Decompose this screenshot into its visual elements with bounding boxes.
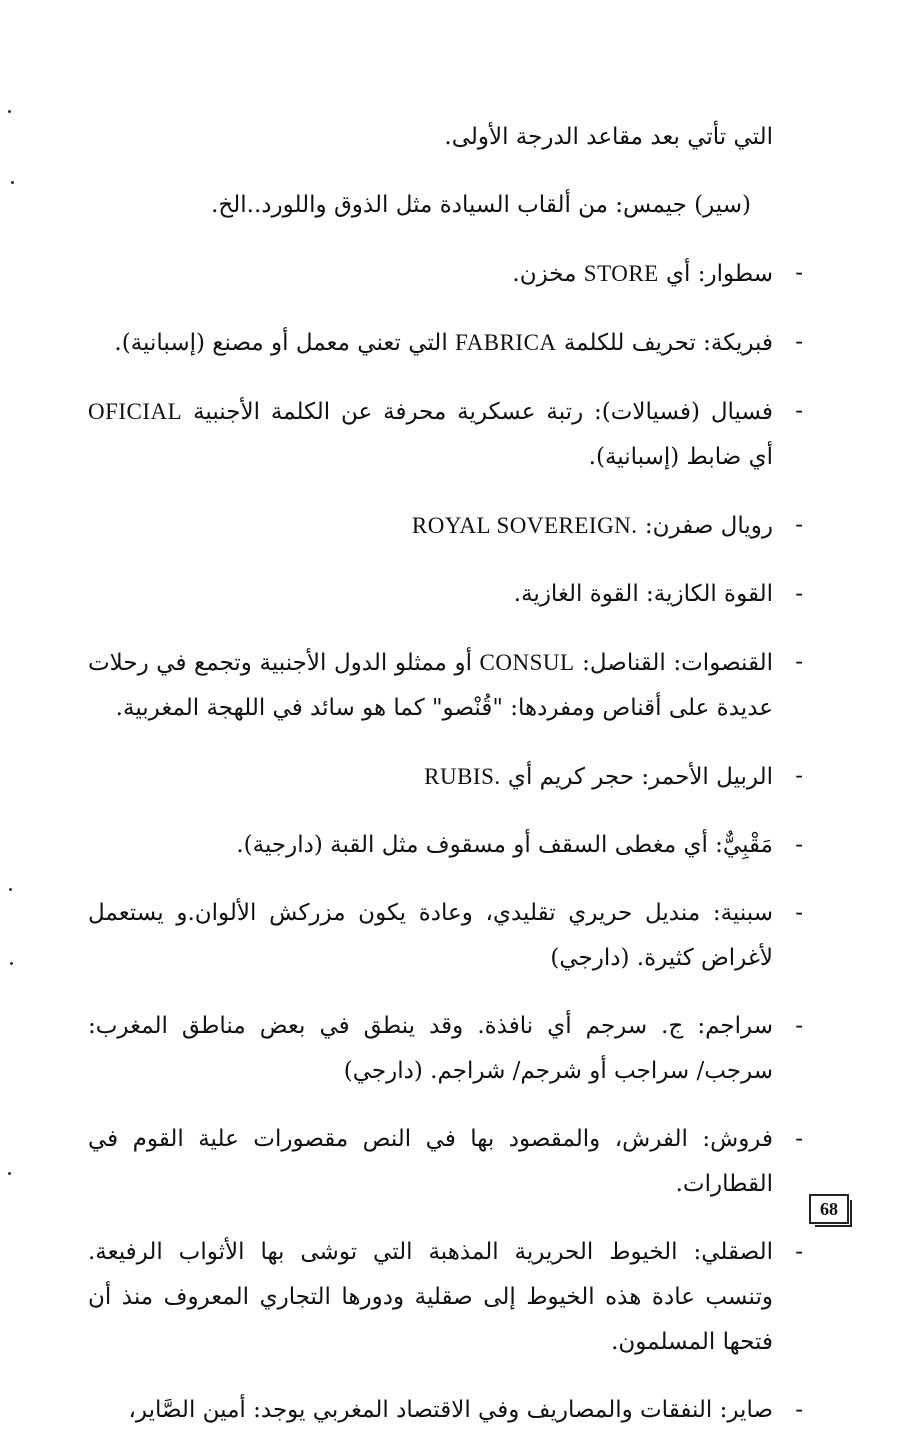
entry-14: - صاير: النفقات والمصاريف وفي الاقتصاد المغربي يوجد: أمين الصَّاير، (88, 1388, 773, 1433)
bullet-dash: - (795, 581, 803, 607)
scan-speck (8, 1172, 11, 1175)
bullet-dash: - (795, 1397, 803, 1423)
scan-speck (11, 181, 14, 184)
entry-13: - الصقلي: الخيوط الحريرية المذهبة التي توشى بها الأثواب الرفيعة. وتنسب عادة هذه الخيوط إلى صقلية ودورها التجاري المعروف منذ أن فتحها المسلمون. (88, 1230, 773, 1365)
bullet-dash: - (795, 1126, 803, 1152)
entry-11: - سراجم: ج. سرجم أي نافذة. وقد ينطق في بعض مناطق المغرب: سرجب/ سراجب أو شرجم/ شراجم. (دارجي) (88, 1004, 773, 1094)
entry-0: التي تأتي بعد مقاعد الدرجة الأولى. (444, 124, 773, 150)
bullet-dash: - (795, 512, 803, 538)
scan-speck (9, 888, 12, 891)
page-number: 68 (820, 1198, 838, 1219)
glossary-text-block (88, 92, 803, 1441)
bullet-dash: - (795, 329, 803, 355)
bullet-dash: - (795, 649, 803, 675)
bullet-dash: - (795, 832, 803, 858)
bullet-dash: - (795, 398, 803, 424)
entry-1: (سير) جيمس: من ألقاب السيادة مثل الذوق واللورد..الخ. (211, 192, 751, 218)
page-number-box (809, 1194, 849, 1224)
bullet-dash: - (795, 1239, 803, 1265)
scan-speck (8, 110, 11, 113)
entry-12: - فروش: الفرش، والمقصود بها في النص مقصورات علية القوم في القطارات. (88, 1117, 773, 1207)
scan-speck (10, 962, 13, 965)
entry-10: - سبنية: منديل حريري تقليدي، وعادة يكون مزركش الألوان.و يستعمل لأغراض كثيرة. (دارجي) (88, 891, 773, 981)
entry-7: - القنصوات: القناصل: CONSUL أو ممثلو الدول الأجنبية وتجمع في رحلات عديدة على أقناص ومفردها: "قُنْصو" كما هو سائد في اللهجة المغربية. (88, 640, 773, 731)
entry-8: - الربيل الأحمر: حجر كريم أي RUBIS. (88, 754, 773, 800)
entry-4: - فسيال (فسيالات): رتبة عسكرية محرفة عن الكلمة الأجنبية OFICIAL أي ضابط (إسبانية). (88, 389, 773, 480)
entry-3: - فبريكة: تحريف للكلمة FABRICA التي تعني معمل أو مصنع (إسبانية). (88, 320, 773, 366)
bullet-dash: - (795, 260, 803, 286)
entry-5: - رويال صفرن: ROYAL SOVEREIGN. (88, 503, 773, 549)
bullet-dash: - (795, 900, 803, 926)
bullet-dash: - (795, 763, 803, 789)
entry-9: - مَقْبِيٌّ: أي مغطى السقف أو مسقوف مثل القبة (دارجية). (88, 823, 773, 868)
entry-6: - القوة الكازية: القوة الغازية. (88, 572, 773, 617)
bullet-dash: - (795, 1013, 803, 1039)
entry-2: - سطوار: أي STORE مخزن. (88, 251, 773, 297)
